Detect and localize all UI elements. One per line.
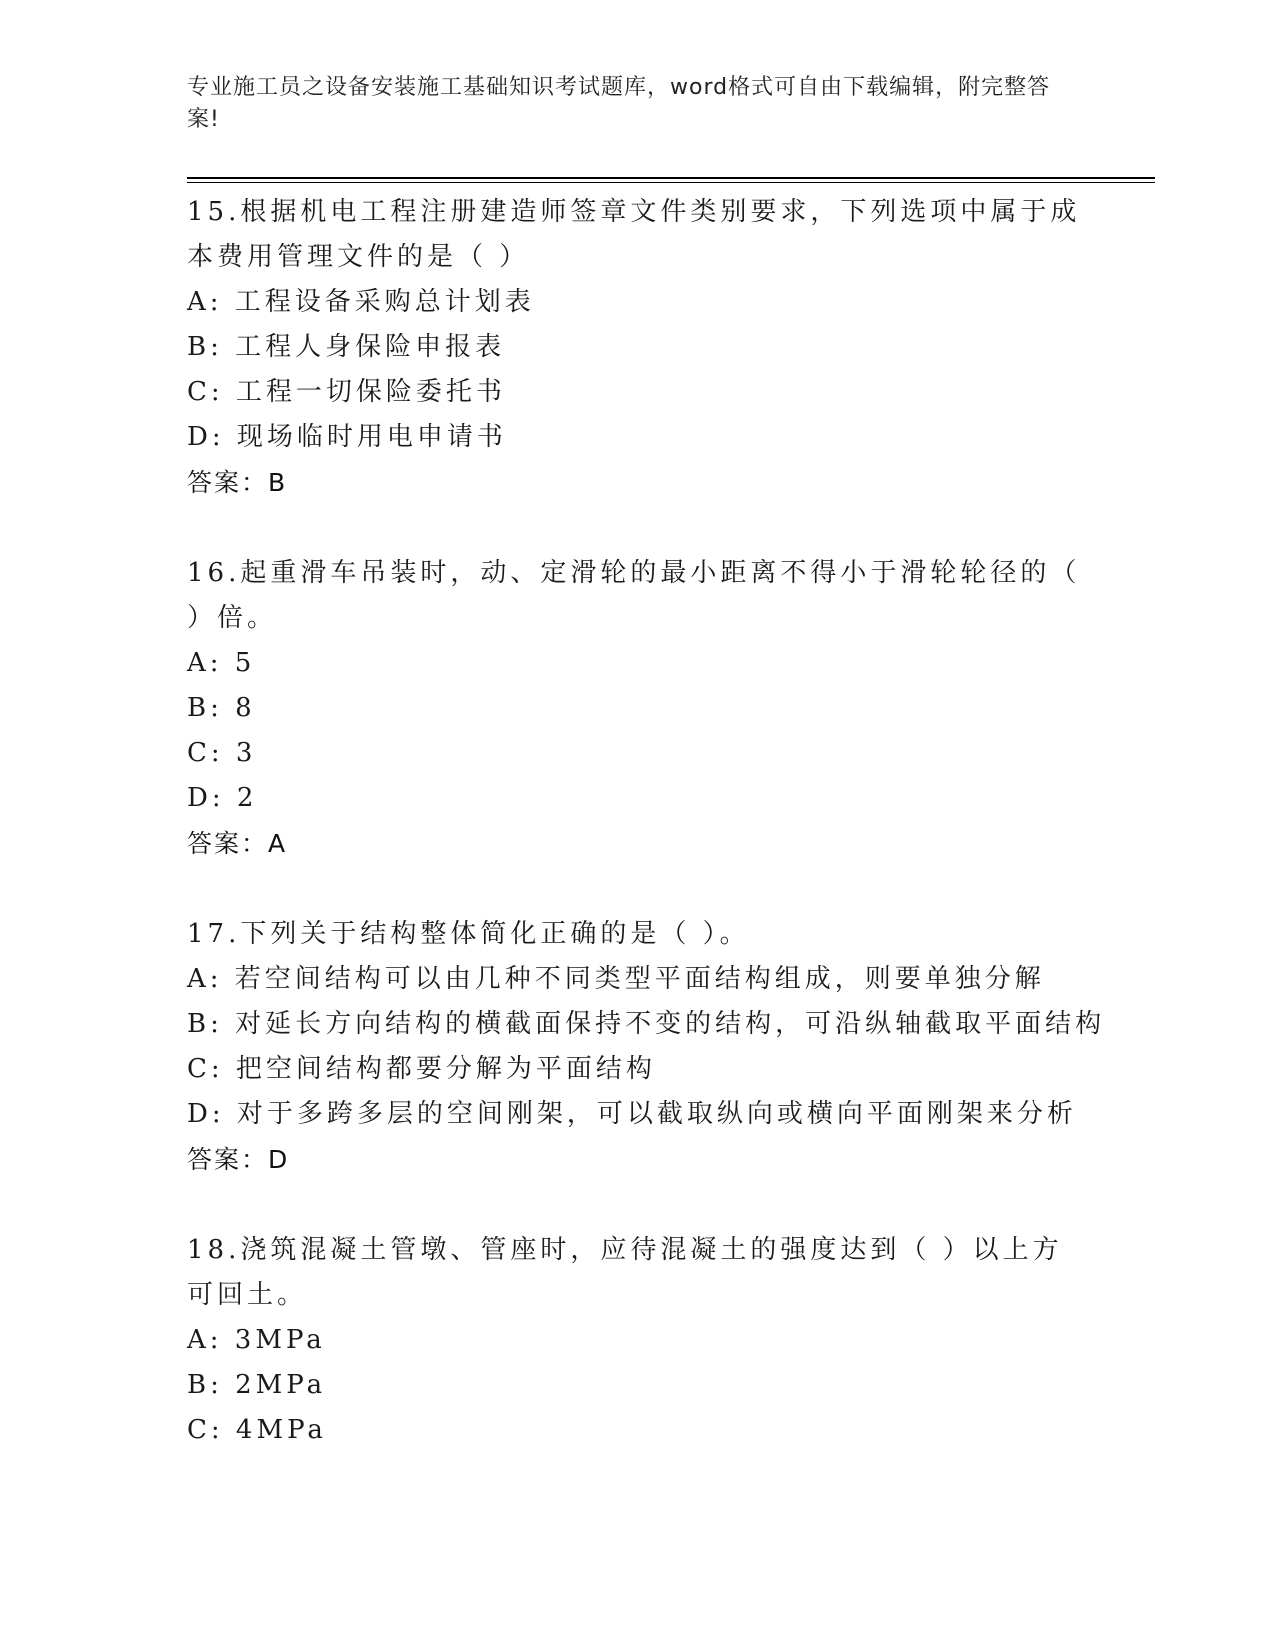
question-list (187, 190, 1106, 1499)
question-16 (187, 551, 1087, 866)
option-a: A: 3MPa (187, 1325, 326, 1355)
answer-label: 答案：A (187, 829, 288, 858)
option-d: D: 对于多跨多层的空间刚架，可以截取纵向或横向平面刚架来分析 (187, 1099, 1077, 1129)
question-15 (187, 190, 1087, 505)
option-c: C: 把空间结构都要分解为平面结构 (187, 1054, 656, 1084)
header-rule-thick (187, 177, 1155, 179)
answer-label: 答案：B (187, 468, 288, 497)
question-stem: 18.浇筑混凝土管墩、管座时，应待混凝土的强度达到（ ）以上方可回土。 (187, 1235, 1063, 1310)
option-d: D: 2 (187, 783, 258, 813)
option-a: A: 若空间结构可以由几种不同类型平面结构组成，则要单独分解 (187, 964, 1045, 994)
option-b: B: 对延长方向结构的横截面保持不变的结构，可沿纵轴截取平面结构 (187, 1009, 1106, 1039)
option-c: C: 4MPa (187, 1415, 327, 1445)
option-b: B: 工程人身保险申报表 (187, 332, 506, 362)
question-stem: 15.根据机电工程注册建造师签章文件类别要求，下列选项中属于成本费用管理文件的是（ ） (187, 197, 1081, 272)
option-b: B: 8 (187, 693, 256, 723)
question-stem: 16.起重滑车吊装时，动、定滑轮的最小距离不得小于滑轮轮径的（ ）倍。 (187, 558, 1081, 633)
answer-label: 答案：D (187, 1145, 290, 1174)
document-header: 专业施工员之设备安装施工基础知识考试题库，word格式可自由下载编辑，附完整答案! (187, 75, 1051, 132)
option-c: C: 3 (187, 738, 257, 768)
option-a: A: 5 (187, 648, 256, 678)
option-a: A: 工程设备采购总计划表 (187, 287, 535, 317)
question-stem: 17.下列关于结构整体简化正确的是（ ）。 (187, 919, 750, 949)
option-d: D: 现场临时用电申请书 (187, 422, 507, 452)
question-18 (187, 1228, 1087, 1453)
option-c: C: 工程一切保险委托书 (187, 377, 506, 407)
option-b: B: 2MPa (187, 1370, 327, 1400)
question-17 (187, 912, 1106, 1182)
header-rule-thin (187, 182, 1155, 183)
